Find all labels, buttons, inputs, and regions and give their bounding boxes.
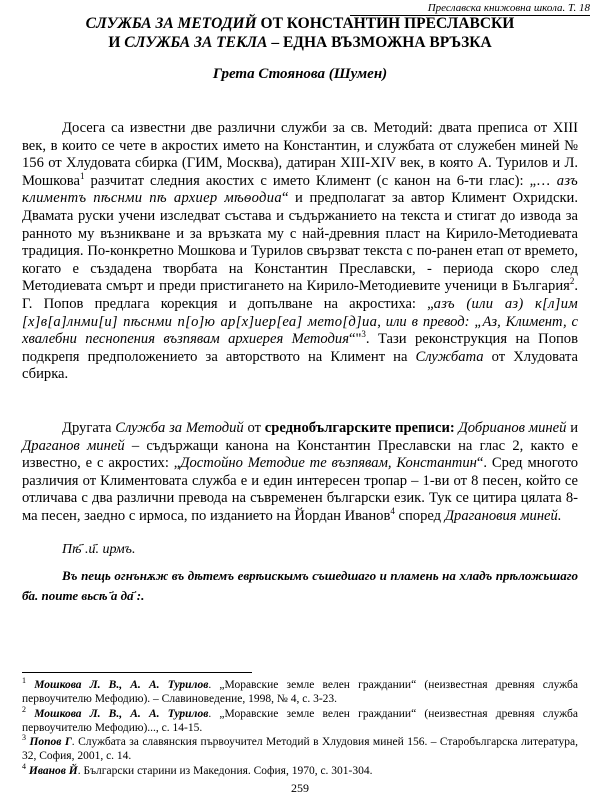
footnotes: [22, 678, 578, 778]
footnote-number: 1: [22, 676, 26, 686]
p1-text: . Тази реконструкция на Попов подкрепя предположението за авторството на Климент на: [22, 331, 578, 365]
running-head: Преславска книжовна школа. Т. 18: [350, 2, 590, 16]
paragraph-1: [22, 120, 578, 384]
p2-text: “. Сред многото различия от Климентовата служба е и един интересен тропар – 1-ви от 8 песен, който се отличава с два различни превода на съвременен български език. Тук се цитира цялата 8-ма песен, заедно с ирмоса, по изданието на Йордан Иванов: [22, 455, 578, 524]
title-rest-2: – ЕДНА ВЪЗМОЖНА ВРЪЗКА: [267, 34, 492, 51]
footnote-number: 4: [22, 761, 26, 771]
footnote-author: Мошкова Л. В., А. А. Турилов: [34, 679, 209, 691]
footnote-text: . „Моравские земле велен граждании“ (неизвестная древняя служба первоучителю Мефодию)..., с. 14-15.: [22, 707, 579, 734]
title-prefix-2: И: [108, 34, 125, 51]
footnote-number: 2: [22, 704, 26, 714]
p2-italic: Достойно Методие те възпявам, Константин: [180, 455, 477, 472]
p1-italic: Службата: [415, 348, 484, 365]
p1-text: “": [348, 331, 362, 348]
p1-text: Досега са известни две различни служби за св. Методий: двата преписа от XIII век, в които се чете в акростих името на Константин, и службата от служебен миней № 156 от Хлудовата сбирка (ГИМ, Москва), датиран XIII-XIV век, в която А. Турилов и Л. Мошкова: [22, 120, 578, 189]
title-rest-1: ОТ КОНСТАНТИН ПРЕСЛАВСКИ: [256, 15, 515, 32]
footnote-ref-2[interactable]: 2: [569, 276, 575, 287]
p1-italic: или в превод: „Аз, Климент, с хвалебни песнопения възпявам архиерея Методия: [22, 313, 578, 348]
p1-text: разчитат следния акостих с името Климент (с канон на 6-ти глас): „…: [84, 172, 557, 189]
footnote-author: Мошкова Л. В., А. А. Турилов: [34, 707, 209, 720]
p2-text: от: [243, 420, 265, 436]
footnote-rule: [22, 672, 252, 673]
p2-italic: Служба за Методий: [115, 420, 244, 436]
p2-text: и: [566, 420, 579, 436]
p1-text: ,: [377, 313, 386, 330]
p1-text: . Г. Попов предлага корекция и допълване на акростиха: „: [22, 278, 578, 312]
footnote-text: . Службата за славянския първоучител Методий в Хлудовия миней 156. – Старобългарска литература, 32, София, 2001, с. 14.: [22, 736, 579, 763]
footnote-1: [22, 678, 578, 707]
footnote-author: Попов Г: [29, 736, 72, 749]
footnote-ref-3[interactable]: 3: [361, 329, 366, 340]
footnote-ref-1[interactable]: 1: [79, 170, 85, 181]
footnote-4: [22, 761, 578, 778]
slavonic-quote: азъ (или аз) к[л]им [х]в[а]лнми[и] пѣснми п[о]ю ар[х]иер[еа] мето[д]иа: [22, 295, 578, 330]
slavonic-quote: азъ климентъ пѣснми пѣ архиер мѣѳодиа: [22, 172, 578, 207]
article-author: Грета Стоянова (Шумен): [212, 66, 388, 82]
footnote-text: . „Моравские земле велен граждании“ (неизвестная древняя служба первоучителю Мефодию). – Славиноведение, 1998, № 4, с. 3-23.: [22, 679, 579, 706]
footnote-number: 3: [22, 733, 26, 743]
title-italic-2: СЛУЖБА ЗА ТЕКЛА: [124, 34, 268, 51]
page-number: 259: [291, 781, 309, 795]
p2-text: според: [394, 507, 445, 524]
footnote-text: . Български старини из Македония. София, 1970, с. 301-304.: [77, 764, 373, 777]
title-italic-1: СЛУЖБА ЗА МЕТОДИЙ: [85, 15, 257, 32]
footnote-ref-4[interactable]: 4: [390, 506, 395, 517]
p2-italic: Драгановия миней.: [444, 507, 562, 524]
title-line-2: [20, 33, 580, 52]
p2-italic: Драганов миней: [22, 437, 125, 454]
p2-text: – съдържащи канона на Константин Преславски на глас 2, както е известно, е с акростих: „: [22, 437, 579, 472]
title-line-1: [20, 14, 580, 33]
p1-text: от Хлудовата сбирка.: [22, 348, 578, 383]
footnote-3: [22, 735, 578, 764]
p2-italic: Добрианов миней: [458, 420, 567, 436]
footnote-2: [22, 704, 579, 736]
slavonic-heading: Пѣ҃ .и҃. ирмъ.: [62, 542, 136, 557]
slavonic-text: Въ пещь огнънѫж въ дѣтемъ еврѣискымъ съшедшаго и пламень на хладъ прѣложьшаго б҃а. поите вьсѣ ҃а да҃ :.: [22, 568, 578, 603]
article-title: [20, 14, 580, 52]
p1-text: “ и предполагат за автор Климент Охридски. Двамата руски учени изследват състава и съдържанието на текста и стигат до извода за ранното му възникване и за връзката му с най-древния пласт на Кирило-Методиевата традиция. По-конкретно Мошкова и Турилов свързват текста с по-ранен етап от времето, когато е създадена творбата на Константин Преславски, - периода скоро след Методиевата смърт и преди пристигането на Кирило-Методиевите ученици в България: [22, 190, 578, 295]
paragraph-2: [22, 420, 578, 526]
p2-bold: среднобългарските преписи:: [264, 420, 455, 436]
footnote-author: Иванов Й: [28, 764, 78, 777]
p2-text: Другата: [62, 420, 116, 436]
